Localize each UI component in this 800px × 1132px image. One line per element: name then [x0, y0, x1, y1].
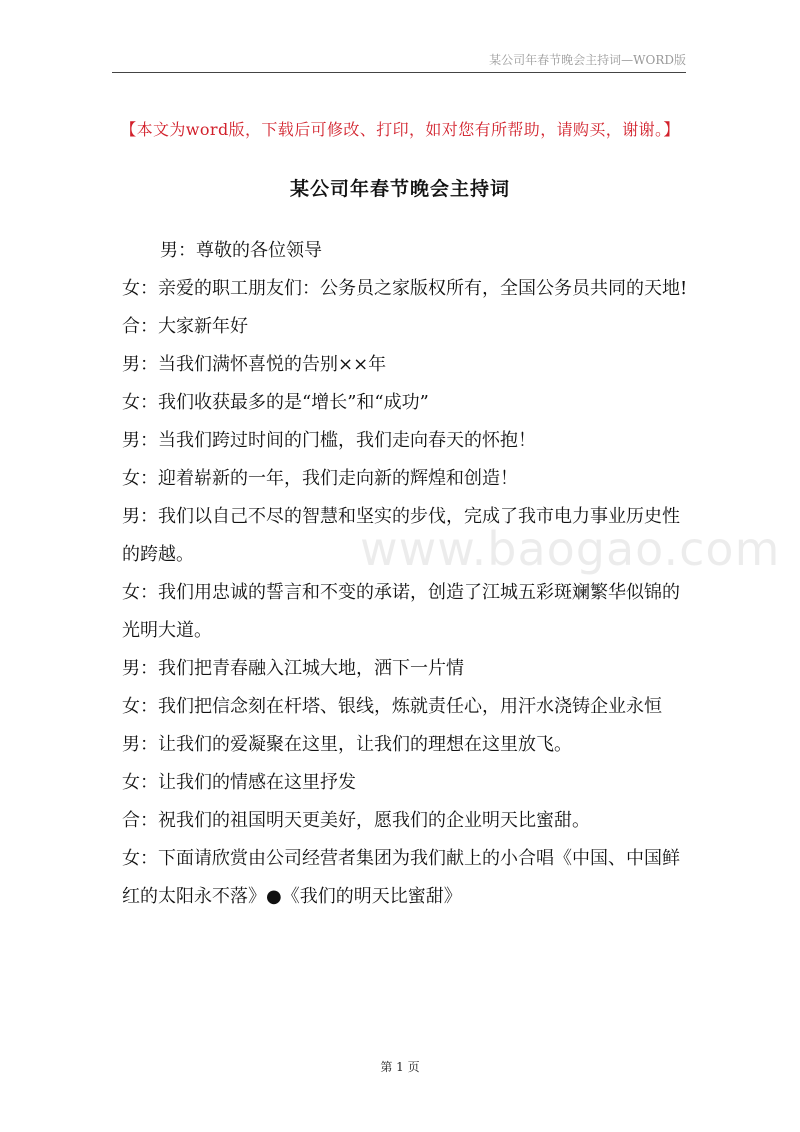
paragraph: 男：尊敬的各位领导	[160, 240, 322, 261]
page-number: 第 1 页	[380, 1060, 420, 1074]
paragraph: 男：让我们的爱凝聚在这里，让我们的理想在这里放飞。	[122, 734, 572, 755]
paragraph: 男：我们把青春融入江城大地，洒下一片情	[122, 658, 464, 679]
header-text: 某公司年春节晚会主持词—WORD版	[489, 53, 686, 67]
purchase-notice: 【本文为word版，下载后可修改、打印，如对您有所帮助，请购买，谢谢。】	[120, 120, 680, 139]
paragraph: 男：当我们跨过时间的门槛，我们走向春天的怀抱！	[122, 430, 536, 451]
paragraph: 女：我们收获最多的是“增长”和“成功”	[122, 392, 429, 413]
watermark: www.baogao.com	[360, 522, 781, 576]
page-header	[112, 48, 686, 73]
paragraph: 女：我们把信念刻在杆塔、银线，炼就责任心，用汗水浇铸企业永恒	[122, 696, 662, 717]
paragraph: 女：亲爱的职工朋友们：公务员之家版权所有，全国公务员共同的天地!	[122, 278, 688, 299]
paragraph: 女：迎着崭新的一年，我们走向新的辉煌和创造！	[122, 468, 518, 489]
paragraph: 合：祝我们的祖国明天更美好，愿我们的企业明天比蜜甜。	[122, 810, 590, 831]
document-title: 某公司年春节晚会主持词	[289, 178, 510, 200]
paragraph: 合：大家新年好	[122, 316, 248, 337]
paragraph: 男：当我们满怀喜悦的告别××年	[122, 354, 387, 375]
paragraph: 女：我们用忠诚的誓言和不变的承诺，创造了江城五彩斑斓繁华似锦的光明大道。	[122, 582, 680, 641]
paragraph: 女：下面请欣赏由公司经营者集团为我们献上的小合唱《中国、中国鲜红的太阳永不落》●《我们的明天比蜜甜》	[122, 848, 680, 907]
paragraph: 女：让我们的情感在这里抒发	[122, 772, 356, 793]
paragraph: 男：我们以自己不尽的智慧和坚实的步伐，完成了我市电力事业历史性的跨越。	[122, 506, 680, 565]
page-footer	[0, 1058, 800, 1075]
